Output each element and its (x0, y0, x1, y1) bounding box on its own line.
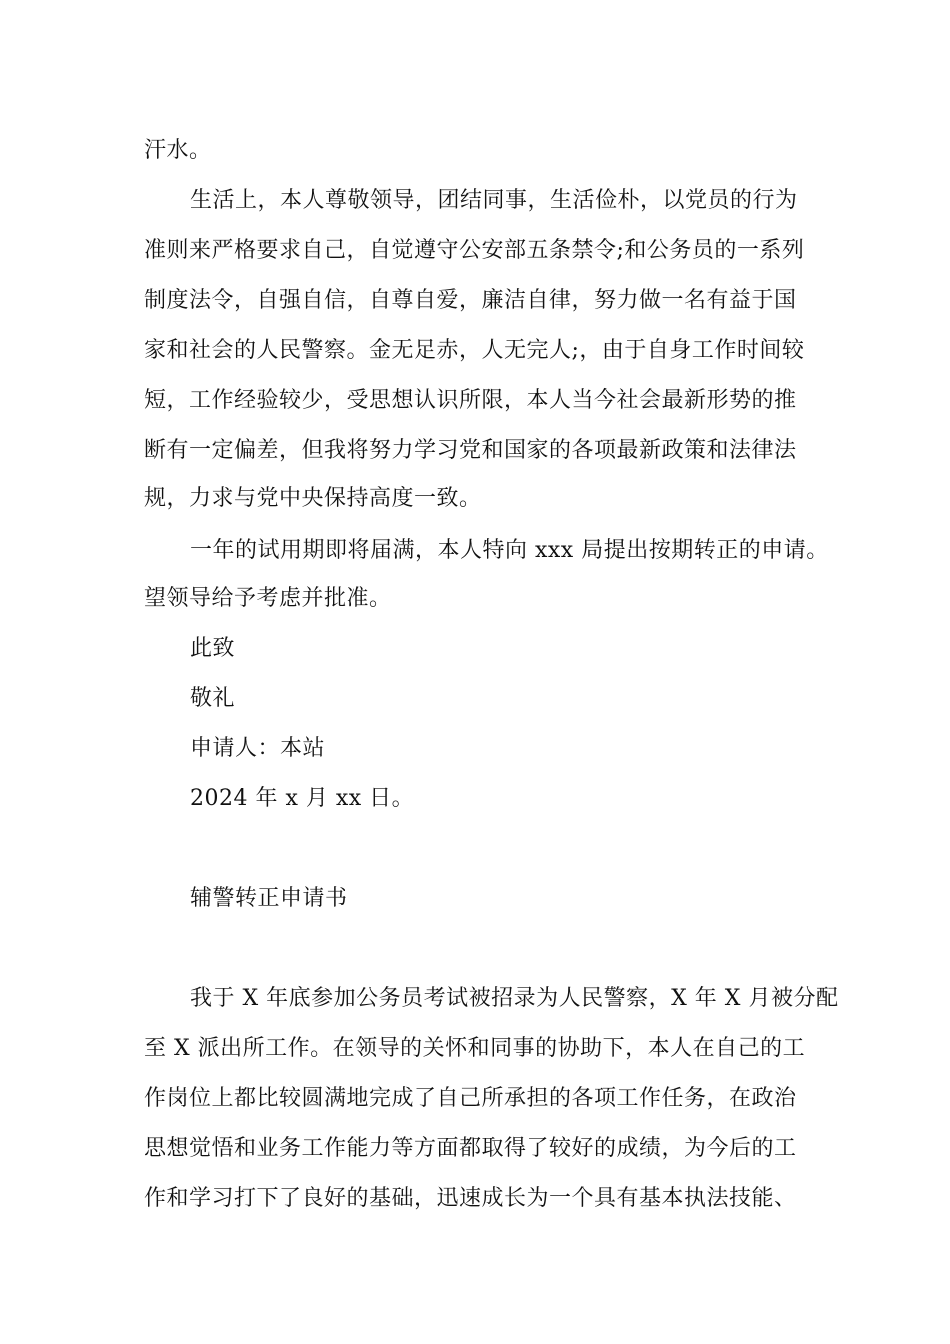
text-line: 生活上，本人尊敬领导，团结同事，生活俭朴，以党员的行为 (190, 188, 798, 213)
text-line: 准则来严格要求自己，自觉遵守公安部五条禁令;和公务员的一系列 (144, 238, 805, 263)
section-title: 辅警转正申请书 (190, 886, 348, 911)
text-line: 断有一定偏差，但我将努力学习党和国家的各项最新政策和法律法 (144, 438, 797, 463)
text-line: 家和社会的人民警察。金无足赤，人无完人;，由于自身工作时间较 (144, 338, 805, 363)
closing-regards: 敬礼 (190, 686, 236, 711)
text-line: 一年的试用期即将届满，本人特向 xxx 局提出按期转正的申请。 (190, 538, 829, 563)
text-line: 作岗位上都比较圆满地完成了自己所承担的各项工作任务，在政治 (144, 1086, 797, 1111)
text-line: 我于 X 年底参加公务员考试被招录为人民警察，X 年 X 月被分配 (190, 986, 839, 1011)
text-line: 制度法令，自强自信，自尊自爱，廉洁自律，努力做一名有益于国 (144, 288, 797, 313)
text-line: 汗水。 (144, 138, 212, 163)
text-line: 望领导给予考虑并批准。 (144, 586, 392, 611)
text-line: 至 X 派出所工作。在领导的关怀和同事的协助下，本人在自己的工 (144, 1036, 806, 1061)
applicant-line: 申请人：本站 (190, 736, 326, 761)
text-line: 规，力求与党中央保持高度一致。 (144, 486, 482, 511)
text-line: 作和学习打下了良好的基础，迅速成长为一个具有基本执法技能、 (144, 1186, 797, 1211)
text-line: 思想觉悟和业务工作能力等方面都取得了较好的成绩，为今后的工 (144, 1136, 797, 1161)
closing-salutation: 此致 (190, 636, 236, 661)
date-line: 2024 年 x 月 xx 日。 (190, 786, 415, 811)
text-line: 短，工作经验较少，受思想认识所限，本人当今社会最新形势的推 (144, 388, 797, 413)
